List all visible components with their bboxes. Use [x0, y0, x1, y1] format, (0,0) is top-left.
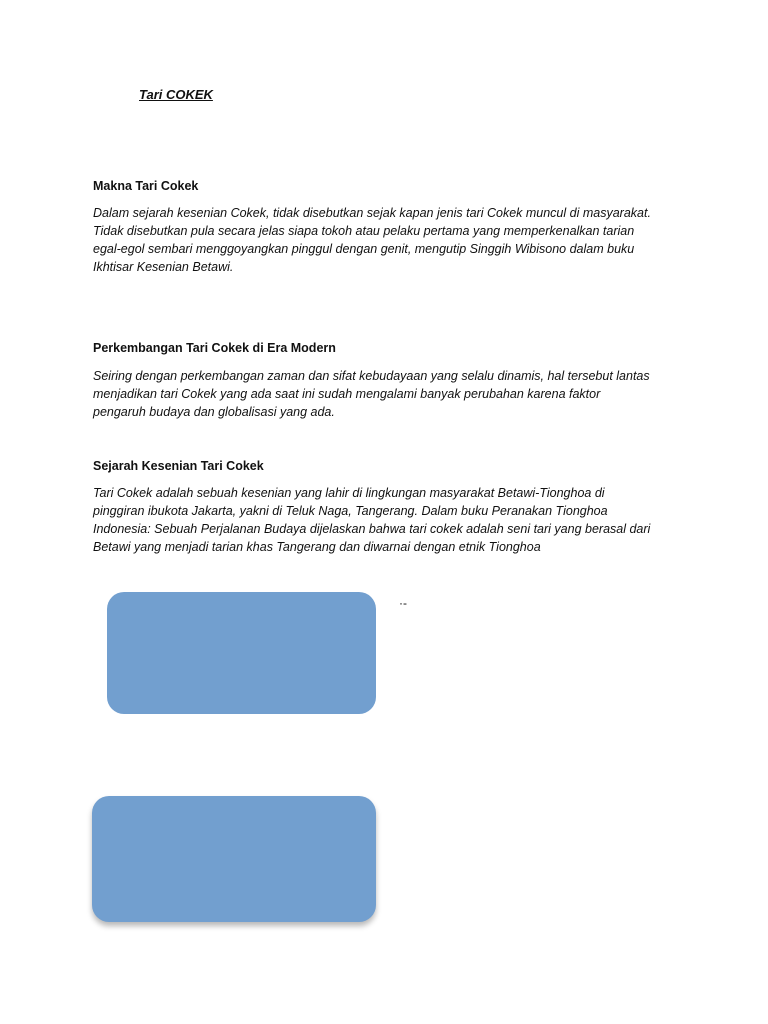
- section-body-perkembangan: [93, 367, 683, 421]
- body-line: Tari Cokek adalah sebuah kesenian yang lahir di lingkungan masyarakat Betawi-Tionghoa di: [93, 486, 605, 500]
- body-line: Seiring dengan perkembangan zaman dan sifat kebudayaan yang selalu dinamis, hal tersebut lantas: [93, 369, 650, 383]
- body-line: Tidak disebutkan pula secara jelas siapa tokoh atau pelaku pertama yang memperkenalkan tarian: [93, 224, 635, 238]
- section-heading-sejarah: Sejarah Kesenian Tari Cokek: [93, 459, 264, 473]
- body-line: menjadikan tari Cokek yang ada saat ini sudah mengalami banyak perubahan karena faktor: [93, 387, 601, 401]
- stray-mark: ·-: [399, 596, 407, 610]
- rounded-rectangle-shape-shadowed: [92, 796, 376, 922]
- body-line: Indonesia: Sebuah Perjalanan Budaya dijelaskan bahwa tari cokek adalah seni tari yang berasal dari: [93, 522, 651, 536]
- body-line: Dalam sejarah kesenian Cokek, tidak disebutkan sejak kapan jenis tari Cokek muncul di masyarakat.: [93, 206, 651, 220]
- section-heading-makna: Makna Tari Cokek: [93, 179, 199, 193]
- body-line: egal-egol sembari menggoyangkan pinggul dengan genit, mengutip Singgih Wibisono dalam buku: [93, 242, 635, 256]
- body-line: pengaruh budaya dan globalisasi yang ada.: [93, 405, 335, 419]
- section-body-sejarah: [93, 484, 683, 556]
- document-title: Tari COKEK: [139, 87, 213, 102]
- rounded-rectangle-shape: [107, 592, 376, 714]
- section-heading-perkembangan: Perkembangan Tari Cokek di Era Modern: [93, 341, 336, 355]
- body-line: Ikhtisar Kesenian Betawi.: [93, 260, 234, 274]
- body-line: Betawi yang menjadi tarian khas Tangerang dan diwarnai dengan etnik Tionghoa: [93, 540, 541, 554]
- body-line: pinggiran ibukota Jakarta, yakni di Teluk Naga, Tangerang. Dalam buku Peranakan Tionghoa: [93, 504, 608, 518]
- section-body-makna: [93, 204, 683, 276]
